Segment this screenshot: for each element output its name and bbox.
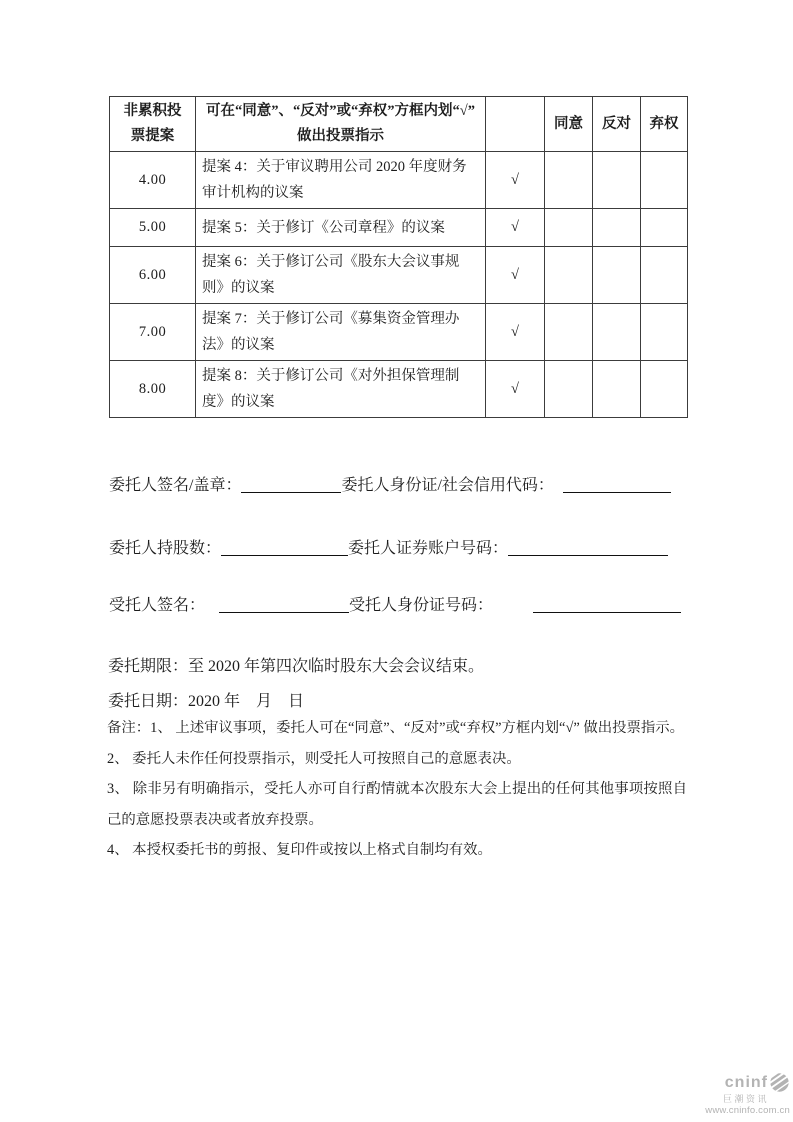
agree-cell [545,209,593,247]
vote-checkmark: √ [486,247,545,304]
proposal-description: 提案 6：关于修订公司《股东大会议事规则》的议案 [196,247,486,304]
proposal-number: 8.00 [110,361,196,418]
proposal-number: 4.00 [110,152,196,209]
agree-cell [545,152,593,209]
header-proposal-col: 非累积投票提案 [110,97,196,152]
oppose-cell [593,361,641,418]
trustee-id-label: 受托人身份证号码： [349,597,494,614]
proposal-description: 提案 4：关于审议聘用公司 2020 年度财务审计机构的议案 [196,152,486,209]
abstain-cell [641,304,688,361]
trustee-sign-label: 受托人签名： [109,597,206,614]
principal-sign-label: 委托人签名/盖章： [109,477,242,494]
proposal-description: 提案 5：关于修订《公司章程》的议案 [196,209,486,247]
agree-cell [545,247,593,304]
signature-blank-line [563,477,671,493]
remark-item-1: 备注：1、 上述审议事项，委托人可在“同意”、“反对”或“弃权”方框内划“√” 做出投票指示。 [107,720,685,736]
cninfo-chinese-name: 巨潮资讯 [722,1094,769,1104]
principal-shares-label: 委托人持股数： [109,540,222,557]
abstain-cell [641,152,688,209]
table-header-row [110,97,688,152]
signature-blank-line [508,540,668,556]
remark-item-4: 4、 本授权委托书的剪报、复印件或按以上格式自制均有效。 [107,842,492,858]
table-row [110,209,688,247]
principal-account-label: 委托人证券账户号码： [348,540,509,557]
signature-blank-line [533,597,681,613]
oppose-cell [593,209,641,247]
signature-blank-line [241,477,341,493]
proposal-number: 7.00 [110,304,196,361]
abstain-cell [641,247,688,304]
table-row [110,304,688,361]
header-abstain-col: 弃权 [641,97,688,152]
agree-cell [545,304,593,361]
proposal-number: 5.00 [110,209,196,247]
signature-blank-line [219,597,349,613]
remark-item-3: 3、 除非另有明确指示，受托人亦可自行酌情就本次股东大会上提出的任何其他事项按照自己的意愿投票表决或者放弃投票。 [107,781,687,828]
principal-shares-line [109,537,668,559]
abstain-cell [641,361,688,418]
trustee-signature-line [109,594,681,616]
proposal-number: 6.00 [110,247,196,304]
oppose-cell [593,152,641,209]
signature-blank-line [221,540,348,556]
entrustment-period: 委托期限：至 2020 年第四次临时股东大会会议结束。 [108,658,485,675]
entrustment-date: 委托日期：2020 年 月 日 [108,693,305,710]
cninfo-logo [680,1072,790,1116]
cninfo-brand-text: cninf [724,1073,768,1091]
header-oppose-col: 反对 [593,97,641,152]
header-mark-col [486,97,545,152]
vote-checkmark: √ [486,209,545,247]
table-row [110,152,688,209]
oppose-cell [593,247,641,304]
agree-cell [545,361,593,418]
cninfo-swirl-icon [769,1072,790,1093]
oppose-cell [593,304,641,361]
header-instruction-col: 可在“同意”、“反对”或“弃权”方框内划“√” 做出投票指示 [196,97,486,152]
proposal-description: 提案 7：关于修订公司《募集资金管理办法》的议案 [196,304,486,361]
vote-checkmark: √ [486,304,545,361]
vote-checkmark: √ [486,152,545,209]
abstain-cell [641,209,688,247]
principal-signature-line [109,474,671,496]
principal-id-label: 委托人身份证/社会信用代码： [341,477,554,494]
remark-item-2: 2、 委托人未作任何投票指示，则受托人可按照自己的意愿表决。 [107,750,521,767]
table-row [110,247,688,304]
header-agree-col: 同意 [545,97,593,152]
proposal-description: 提案 8：关于修订公司《对外担保管理制度》的议案 [196,361,486,418]
vote-checkmark: √ [486,361,545,418]
cninfo-url: www.cninfo.com.cn [705,1105,790,1116]
table-row [110,361,688,418]
voting-table [109,96,688,418]
remarks-section [107,713,687,866]
